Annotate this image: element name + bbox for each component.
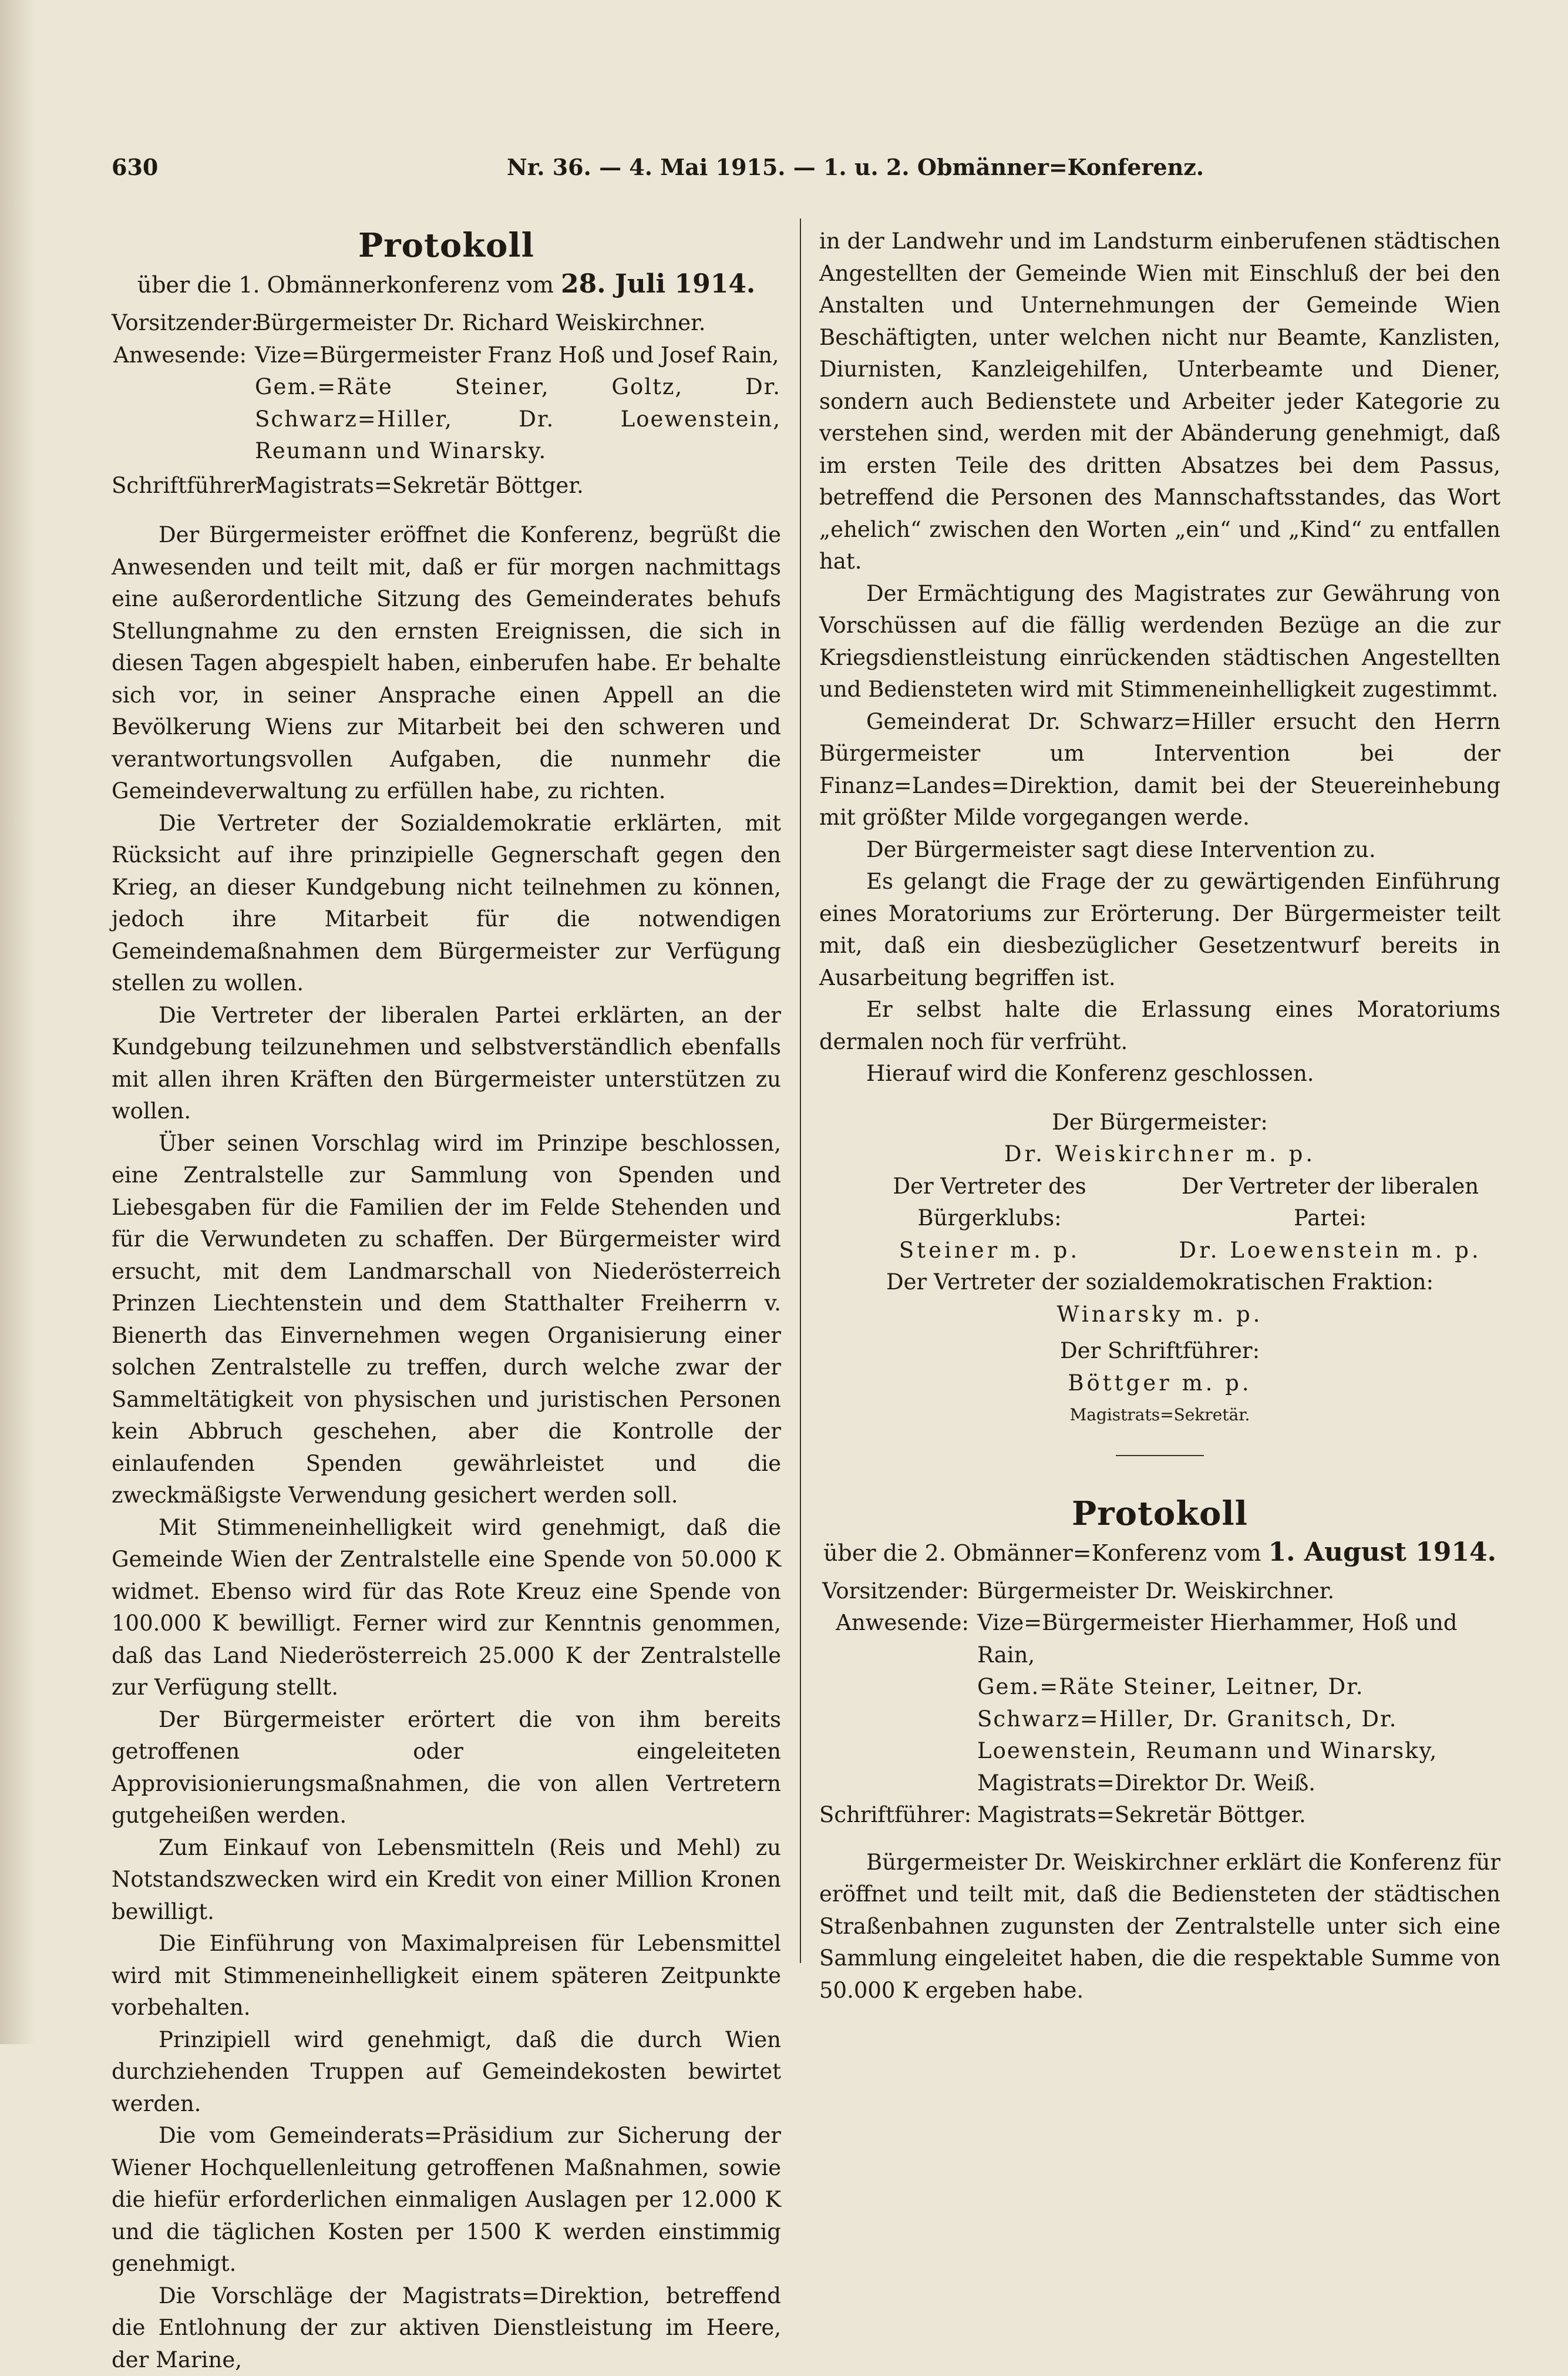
protocol2-secretary-row bbox=[819, 1799, 1500, 1831]
column-divider bbox=[800, 219, 801, 1963]
paragraph: Zum Einkauf von Lebensmitteln (Reis und Mehl) zu Notstandszwecken wird ein Kredit von einer Million Kronen bewilligt. bbox=[112, 1832, 781, 1928]
liberal-signature bbox=[1160, 1171, 1500, 1267]
paragraph: Er selbst halte die Erlassung eines Moratoriums dermalen noch für verfrüht. bbox=[819, 994, 1500, 1058]
signature-row bbox=[819, 1171, 1500, 1267]
paragraph: Die Einführung von Maximalpreisen für Lebensmittel wird mit Stimmeneinhelligkeit einem späteren Zeitpunkte vorbehalten. bbox=[112, 1928, 781, 2024]
paragraph: Über seinen Vorschlag wird im Prinzipe beschlossen, eine Zentralstelle zur Sammlung von Spenden und Liebesgaben für die Familien der im Felde Stehenden und für die Verwundeten zu schaffen. Der Bürgermeister wird ersucht, mit dem Landmarschall von Niederösterreich Prinzen Liechtenstein und dem Statthalter Freiherrn v. Bienerth das Einvernehmen wegen Organisierung einer solchen Zentralstelle zu treffen, durch welche zwar der Sammeltätigkeit von physischen und juristischen Personen kein Abbruch geschehen, aber die Kontrolle der einlaufenden Spenden gewährleistet und die zweckmäßigste Verwendung gesichert werden soll. bbox=[112, 1128, 781, 1512]
chair-label: Vorsitzender: bbox=[112, 307, 255, 340]
protocol1-subtitle-text: über die 1. Obmännerkonferenz vom bbox=[137, 272, 561, 298]
mayor-signature-label: Der Bürgermeister: bbox=[819, 1107, 1500, 1139]
page-number: 630 bbox=[112, 154, 158, 180]
protocol2-subtitle-text: über die 2. Obmänner=Konferenz vom bbox=[823, 1540, 1268, 1566]
present-value bbox=[255, 340, 781, 468]
paragraph-continuation: in der Landwehr und im Landsturm einberufenen städtischen Angestellten der Gemeinde Wien mit Einschluß der bei den Anstalten und Unternehmungen der Gemeinde Wien Beschäftigten, unter welchen nicht nur Beamte, Kanzlisten, Diurnisten, Kanzleigehilfen, Unterbeamte und Diener, sondern auch Bedienstete und Arbeiter jeder Kategorie zu verstehen sind, werden mit der Abänderung genehmigt, daß im ersten Teile des dritten Absatzes bei dem Passus, betreffend die Personen des Mannschaftsstandes, das Wort „ehelich“ zwischen den Worten „ein“ und „Kind“ zu entfallen hat. bbox=[819, 226, 1500, 578]
present-label: Anwesende: bbox=[112, 340, 255, 468]
paragraph: Der Ermächtigung des Magistrates zur Gewährung von Vorschüssen auf die fällig werdenden Bezüge an die zur Kriegsdienstleistung einrückenden städtischen Angestellten und Bediensteten wird mit Stimmeneinhelligkeit zugestimmt. bbox=[819, 578, 1500, 706]
page-header bbox=[112, 154, 1204, 189]
paragraph: Es gelangt die Frage der zu gewärtigenden Einführung eines Moratoriums zur Erörterung. Der Bürgermeister teilt mit, daß ein diesbezüglicher Gesetzentwurf bereits in Ausarbeitung begriffen ist. bbox=[819, 866, 1500, 994]
chair-label: Vorsitzender: bbox=[819, 1575, 977, 1608]
protocol2-subtitle bbox=[819, 1536, 1500, 1570]
secretary-label: Schriftführer: bbox=[112, 470, 255, 502]
paragraph: Mit Stimmeneinhelligkeit wird genehmigt, daß die Gemeinde Wien der Zentralstelle eine Spende von 50.000 K widmet. Ebenso wird für das Rote Kreuz eine Spende von 100.000 K bewilligt. Ferner wird zur Kenntnis genommen, daß das Land Niederösterreich 25.000 K der Zentralstelle zur Verfügung stellt. bbox=[112, 1512, 781, 1704]
club-signature-label: Der Vertreter des Bürgerklubs: bbox=[819, 1171, 1160, 1235]
secretary-signature-name: Böttger m. p. bbox=[819, 1367, 1500, 1400]
paragraph: Der Bürgermeister sagt diese Intervention zu. bbox=[819, 834, 1500, 866]
protocol2-title: Protokoll bbox=[819, 1491, 1500, 1536]
present-line-3: Magistrats=Direktor Dr. Weiß. bbox=[977, 1767, 1500, 1800]
chair-value: Bürgermeister Dr. Weiskirchner. bbox=[977, 1575, 1500, 1608]
present-label: Anwesende: bbox=[819, 1607, 977, 1799]
protocol1-date: 28. Juli 1914. bbox=[561, 269, 755, 299]
liberal-signature-label: Der Vertreter der liberalen Partei: bbox=[1160, 1171, 1500, 1235]
paragraph: Der Bürgermeister eröffnet die Konferenz, begrüßt die Anwesenden und teilt mit, daß er für morgen nachmittags eine außerordentliche Sitzung des Gemeinderates behufs Stellungnahme zu den ernsten Ereignissen, die sich in diesen Tagen abgespielt haben, einberufen habe. Er behalte sich vor, in seiner Ansprache einen Appell an die Bevölkerung Wiens zur Mitarbeit bei den schweren und verantwortungsvollen Aufgaben, die nunmehr die Gemeindeverwaltung zu erfüllen habe, zu richten. bbox=[112, 519, 781, 808]
liberal-signature-name: Dr. Loewenstein m. p. bbox=[1160, 1235, 1500, 1267]
paragraph: Die vom Gemeinderats=Präsidium zur Sicherung der Wiener Hochquellenleitung getroffenen Maßnahmen, sowie die hiefür erforderlichen einmaligen Auslagen per 12.000 K und die täglichen Kosten per 1500 K werden einstimmig genehmigt. bbox=[112, 2120, 781, 2280]
protocol1-title: Protokoll bbox=[112, 223, 781, 268]
section-divider bbox=[1116, 1455, 1204, 1456]
page-edge-shadow bbox=[0, 0, 35, 2044]
paragraph: Gemeinderat Dr. Schwarz=Hiller ersucht den Herrn Bürgermeister um Intervention bei der Finanz=Landes=Direktion, damit bei der Steuereinhebung mit größter Milde vorgegangen werde. bbox=[819, 706, 1500, 834]
protocol2-chair-row bbox=[819, 1575, 1500, 1608]
paragraph: Die Vorschläge der Magistrats=Direktion, betreffend die Entlohnung der zur aktiven Dienstleistung im Heere, der Marine, bbox=[112, 2280, 781, 2376]
protocol1-subtitle bbox=[112, 268, 781, 301]
running-title: Nr. 36. — 4. Mai 1915. — 1. u. 2. Obmänner=Konferenz. bbox=[507, 154, 1204, 180]
present-value bbox=[977, 1607, 1500, 1799]
club-signature-name: Steiner m. p. bbox=[819, 1235, 1160, 1267]
paragraph: Bürgermeister Dr. Weiskirchner erklärt die Konferenz für eröffnet und teilt mit, daß die Bediensteten der städtischen Straßenbahnen zugunsten der Zentralstelle unter sich eine Sammlung eingeleitet haben, die die respektable Summe von 50.000 K ergeben habe. bbox=[819, 1847, 1500, 2007]
mayor-signature-name: Dr. Weiskirchner m. p. bbox=[819, 1138, 1500, 1171]
social-signature-label: Der Vertreter der sozialdemokratischen Fraktion: bbox=[819, 1266, 1500, 1299]
social-signature-name: Winarsky m. p. bbox=[819, 1299, 1500, 1331]
club-signature bbox=[819, 1171, 1160, 1267]
paragraph: Der Bürgermeister erörtert die von ihm bereits getroffenen oder eingeleiteten Approvisionierungsmaßnahmen, die von allen Vertretern gutgeheißen werden. bbox=[112, 1704, 781, 1832]
present-line-2: Gem.=Räte Steiner, Goltz, Dr. Schwarz=Hiller, Dr. Loewenstein, Reumann und Winarsky. bbox=[255, 371, 781, 468]
protocol1-present-row bbox=[112, 340, 781, 468]
paragraph: Die Vertreter der Sozialdemokratie erklärten, mit Rücksicht auf ihre prinzipielle Gegnerschaft gegen den Krieg, an dieser Kundgebung nicht teilnehmen zu können, jedoch ihre Mitarbeit für die notwendigen Gemeindemaßnahmen dem Bürgermeister zur Verfügung stellen zu wollen. bbox=[112, 808, 781, 1000]
secretary-signature-label: Der Schriftführer: bbox=[819, 1335, 1500, 1367]
secretary-label: Schriftführer: bbox=[819, 1799, 977, 1831]
left-column bbox=[112, 223, 781, 2376]
paragraph: Hierauf wird die Konferenz geschlossen. bbox=[819, 1058, 1500, 1090]
secretary-value: Magistrats=Sekretär Böttger. bbox=[977, 1799, 1500, 1831]
signature-block bbox=[819, 1107, 1500, 1431]
secretary-value: Magistrats=Sekretär Böttger. bbox=[255, 470, 781, 502]
protocol1-chair-row bbox=[112, 307, 781, 340]
secretary-signature-title: Magistrats=Sekretär. bbox=[819, 1399, 1500, 1431]
protocol1-secretary-row bbox=[112, 470, 781, 502]
present-line-1: Vize=Bürgermeister Hierhammer, Hoß und Rain, bbox=[977, 1607, 1500, 1671]
paragraph: Prinzipiell wird genehmigt, daß die durch Wien durchziehenden Truppen auf Gemeindekosten bewirtet werden. bbox=[112, 2024, 781, 2120]
paragraph: Die Vertreter der liberalen Partei erklärten, an der Kundgebung teilzunehmen und selbstverständlich ebenfalls mit allen ihren Kräften den Bürgermeister unterstützen zu wollen. bbox=[112, 1000, 781, 1128]
present-line-2: Gem.=Räte Steiner, Leitner, Dr. Schwarz=Hiller, Dr. Granitsch, Dr. Loewenstein, Reumann und Winarsky, bbox=[977, 1671, 1500, 1767]
chair-value: Bürgermeister Dr. Richard Weiskirchner. bbox=[255, 307, 781, 340]
present-line-1: Vize=Bürgermeister Franz Hoß und Josef Rain, bbox=[255, 340, 781, 372]
right-column bbox=[819, 226, 1500, 2007]
protocol2-date: 1. August 1914. bbox=[1268, 1537, 1496, 1567]
protocol2-present-row bbox=[819, 1607, 1500, 1799]
